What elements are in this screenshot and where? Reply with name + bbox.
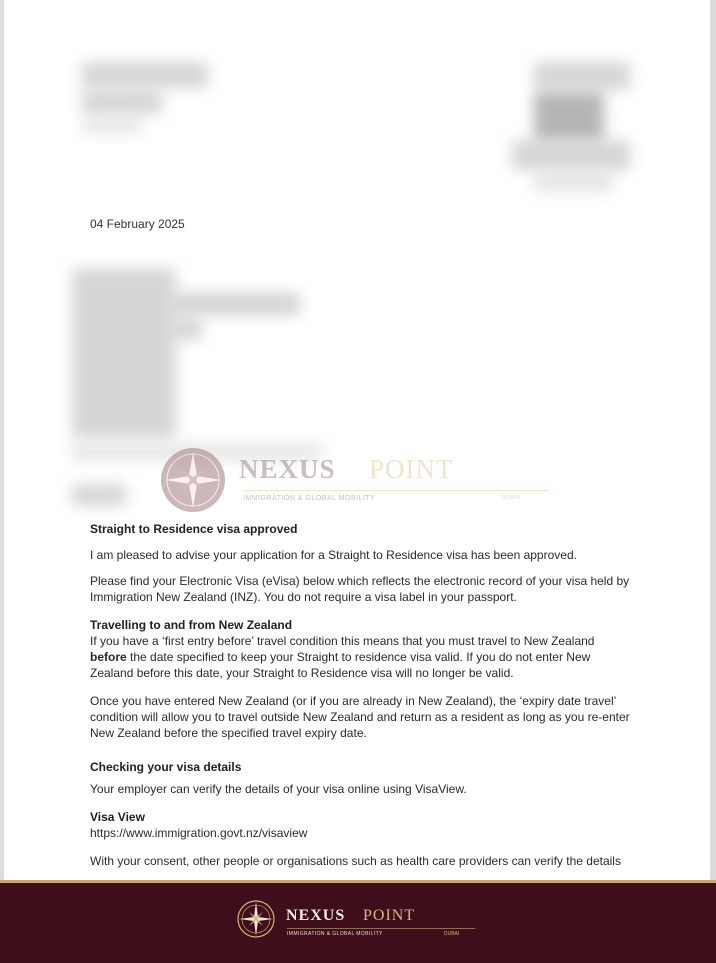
redacted-recipient-block (172, 318, 202, 340)
travel-text-bold: before (90, 650, 127, 664)
watermark-brand-nexus: NEXUS (239, 454, 336, 484)
check-paragraph: Your employer can verify the details of your visa online using VisaView. (90, 782, 467, 796)
redacted-sender-block (82, 118, 142, 134)
footer-banner (0, 880, 716, 963)
visaview-url: https://www.immigration.govt.nz/visaview (90, 826, 308, 840)
watermark-divider (243, 490, 549, 491)
travel-text-a: If you have a ‘first entry before’ travel condition this means that you must travel to New Zealand (90, 634, 595, 648)
redacted-logo-block (534, 62, 630, 90)
approval-paragraph: I am pleased to advise your application for a Straight to Residence visa has been approved. (90, 548, 577, 562)
watermark-brand-point: POINT (369, 454, 454, 484)
letter-heading: Straight to Residence visa approved (90, 522, 298, 536)
compass-rose-icon (236, 899, 276, 939)
nexus-point-watermark (159, 446, 559, 514)
travel-paragraph-1 (90, 633, 630, 681)
travel-paragraph-2: Once you have entered New Zealand (or if you are already in New Zealand), the ‘expiry date travel’ condition will allow you to travel outside New Zealand and return as a resident as long as you re-enter New Zealand before the specified travel expiry date. (90, 694, 630, 740)
letter-date: 04 February 2025 (90, 217, 185, 231)
footer-location: DUBAI (444, 931, 460, 937)
redacted-recipient-block (72, 268, 176, 438)
travel-heading: Travelling to and from New Zealand (90, 618, 293, 632)
letter-page (4, 0, 710, 880)
letter-body (90, 521, 630, 869)
compass-rose-icon (159, 446, 227, 514)
redacted-logo-block (512, 140, 630, 170)
footer-brand-nexus: NEXUS (286, 907, 346, 924)
travel-text-b: the date specified to keep your Straight to residence visa valid. If you do not enter New Zealand before this date, your Straight to Residence visa will no longer be valid. (90, 650, 591, 680)
redacted-recipient-block (172, 292, 300, 316)
consent-paragraph: With your consent, other people or organisations such as health care providers can verify the details (90, 854, 621, 868)
visaview-heading: Visa View (90, 810, 145, 824)
watermark-tagline: IMMIGRATION & GLOBAL MOBILITY (243, 495, 376, 502)
redacted-sender-block (82, 90, 162, 114)
redacted-recipient-block (72, 484, 126, 506)
check-heading: Checking your visa details (90, 760, 242, 774)
redacted-sender-block (82, 62, 208, 88)
watermark-location: DUBAI (502, 495, 521, 501)
redacted-logo-block (534, 172, 614, 192)
footer-tagline: IMMIGRATION & GLOBAL MOBILITY (287, 931, 383, 937)
footer-divider (287, 928, 475, 929)
redacted-logo-block (534, 92, 604, 142)
evisa-paragraph: Please find your Electronic Visa (eVisa) below which reflects the electronic record of your visa held by Immigration New Zealand (INZ). You do not require a visa label in your passport. (90, 574, 630, 604)
footer-brand-point: POINT (363, 907, 416, 924)
